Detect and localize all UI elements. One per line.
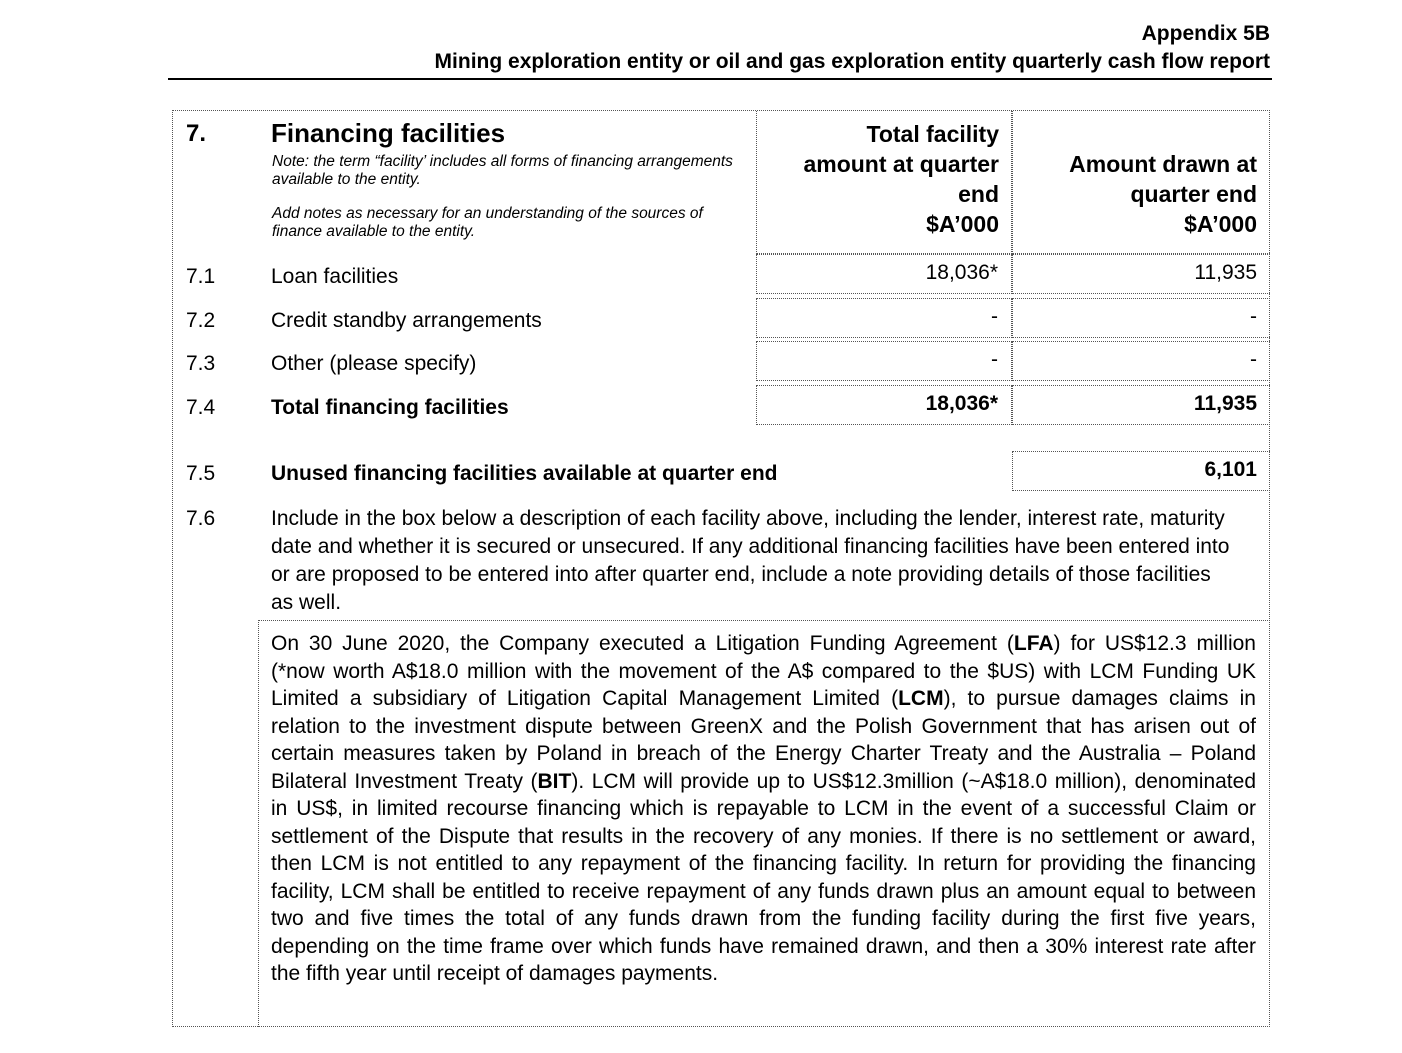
column-header-line: Total facility: [866, 121, 999, 147]
row-number: 7.5: [186, 462, 216, 485]
section-number: 7.: [186, 120, 207, 147]
cell-unused-value: 6,101: [1012, 451, 1270, 491]
appendix-title: Appendix 5B: [1141, 22, 1270, 45]
row-number: 7.4: [186, 396, 216, 419]
description-bold-term: BIT: [537, 769, 572, 793]
cell-other-total: -: [756, 341, 1012, 381]
cell-credit-total: -: [756, 298, 1012, 338]
section-note-facility: Note: the term “facility’ includes all forms of financing arrangements available to the entity.: [272, 153, 733, 188]
facility-description: [271, 630, 1256, 988]
instruction-text: Include in the box below a description of each facility above, including the lender, interest rate, maturity date and whether it is secured or unsecured. If any additional financing facilities have been entered into or are proposed to be entered into after quarter end, include a note providing details of those facilities as well.: [271, 507, 1230, 614]
cell-other-drawn: -: [1012, 341, 1270, 381]
cell-loan-total: 18,036*: [756, 254, 1012, 294]
row-label-unused: Unused financing facilities available at quarter end: [271, 462, 778, 485]
column-header-line: $A’000: [1184, 211, 1257, 237]
cell-loan-drawn: 11,935: [1012, 254, 1270, 294]
column-header-line: amount at quarter: [803, 151, 999, 177]
row-number: 7.3: [186, 352, 216, 375]
description-text: ), to pursue damages claims in relation to the investment dispute between GreenX and the Polish Government that has arisen out of certain measures taken by Poland in breach of the Energy Charter Treaty and the Australia – Poland Bilateral Investment Treaty (: [271, 687, 1256, 793]
description-box-top: [258, 620, 1270, 622]
column-header-line: quarter end: [1130, 181, 1257, 207]
row-number: 7.2: [186, 309, 216, 332]
column-header-amount-drawn: [1012, 111, 1270, 254]
cell-total-total: 18,036*: [756, 385, 1012, 425]
row-label-other: Other (please specify): [271, 352, 477, 375]
header-rule: [168, 78, 1272, 80]
cell-credit-drawn: -: [1012, 298, 1270, 338]
description-text: ) for US$12.3 million (*now worth A$18.0 million with the movement of the A$ compared to the $US) with LCM Funding UK Limited a subsidiary of Litigation Capital Management Limited (: [271, 632, 1256, 710]
column-header-line: $A’000: [926, 211, 999, 237]
column-header-line: Amount drawn at: [1069, 151, 1257, 177]
description-bold-term: LFA: [1013, 632, 1054, 655]
row-number: 7.1: [186, 265, 216, 288]
section-title: Financing facilities: [271, 118, 506, 148]
column-header-total-facility: [756, 111, 1012, 254]
description-box-left: [258, 620, 259, 1027]
description-bold-term: LCM: [898, 687, 944, 710]
description-text: ). LCM will provide up to US$12.3million (~A$18.0 million), denominated in US$, in limited recourse financing which is repayable to LCM in the event of a successful Claim or settlement of the Dispute that results in the recovery of any monies. If there is no settlement or award, then LCM is not entitled to any repayment of the financing facility. In return for providing the financing facility, LCM shall be entitled to receive repayment of any funds drawn plus an amount equal to between two and five times the total of any funds drawn from the funding facility during the first five years, depending on the time frame over which funds have remained drawn, and then a 30% interest rate after the fifth year until receipt of damages payments.: [271, 769, 1256, 985]
row-number: 7.6: [186, 507, 216, 530]
section-note-add: Add notes as necessary for an understanding of the sources of finance available to the entity.: [272, 205, 703, 240]
row-label-total: Total financing facilities: [271, 396, 509, 419]
report-title: Mining exploration entity or oil and gas exploration entity quarterly cash flow report: [434, 50, 1270, 73]
description-text: On 30 June 2020, the Company executed a Litigation Funding Agreement (: [271, 632, 1014, 655]
column-header-line: end: [958, 181, 999, 207]
row-label-credit-standby: Credit standby arrangements: [271, 309, 542, 332]
row-label-loan-facilities: Loan facilities: [271, 265, 399, 288]
cell-total-drawn: 11,935: [1012, 385, 1270, 425]
